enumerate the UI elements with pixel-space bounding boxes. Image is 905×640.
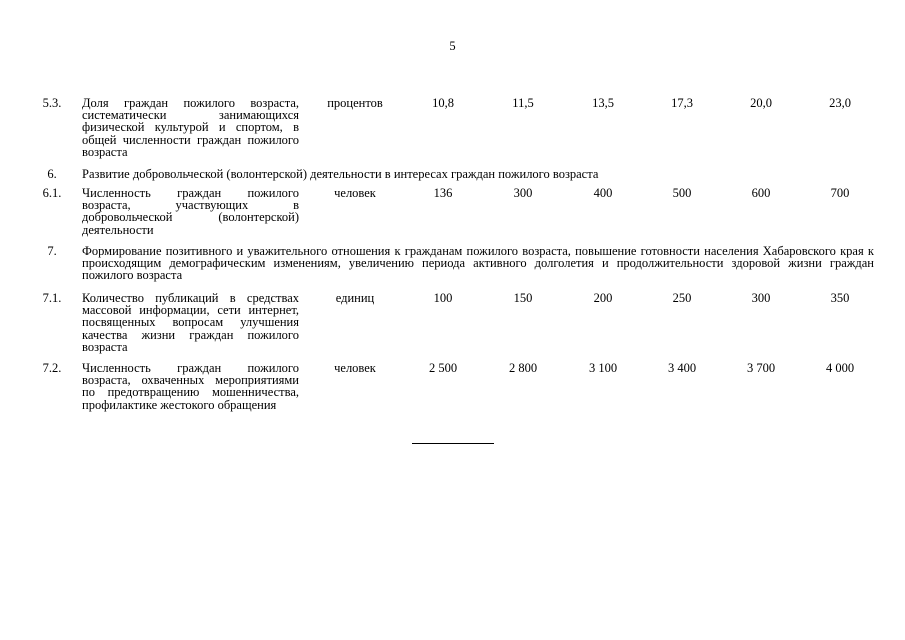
section-title: Формирование позитивного и уважительного отношения к гражданам пожилого возраста, повышение готовности населения Хабаровского края к происходящим демографическим изменениям, увеличению периода активного долголетия и продолжительности здоровой жизни граждан пожилого возраста xyxy=(82,244,874,283)
indicator-value: 20,0 xyxy=(750,96,772,110)
indicator-value: 200 xyxy=(593,291,613,305)
indicator-value: 13,5 xyxy=(592,96,614,110)
unit-of-measure: человек xyxy=(334,186,376,200)
indicator-value: 3 400 xyxy=(667,361,697,375)
row-number: 5.3. xyxy=(42,96,62,110)
indicator-description: Количество публикаций в средствах массовой информации, сети интернет, посвященных вопросам улучшения качества жизни граждан пожилого возраста xyxy=(82,291,299,354)
indicator-value: 350 xyxy=(830,291,850,305)
section-number: 7. xyxy=(47,244,57,258)
section-title: Развитие добровольческой (волонтерской) деятельности в интересах граждан пожилого возраста xyxy=(82,167,599,181)
indicator-value: 23,0 xyxy=(829,96,851,110)
indicator-value: 300 xyxy=(513,186,533,200)
section-number: 6. xyxy=(47,167,57,181)
indicator-value: 250 xyxy=(672,291,692,305)
unit-of-measure: процентов xyxy=(327,96,383,110)
indicator-value: 2 800 xyxy=(508,361,538,375)
indicator-description: Численность граждан пожилого возраста, участвующих в добровольческой (волонтерской) деятельности xyxy=(82,186,299,237)
unit-of-measure: человек xyxy=(334,361,376,375)
indicator-value: 400 xyxy=(593,186,613,200)
indicator-value: 300 xyxy=(751,291,771,305)
row-number: 7.1. xyxy=(42,291,62,305)
indicator-value: 3 700 xyxy=(746,361,776,375)
indicator-value: 700 xyxy=(830,186,850,200)
indicator-value: 500 xyxy=(672,186,692,200)
indicator-value: 11,5 xyxy=(512,96,534,110)
page-number: 5 xyxy=(449,39,456,53)
indicator-value: 4 000 xyxy=(825,361,855,375)
end-of-table-rule xyxy=(412,443,494,444)
indicator-value: 600 xyxy=(751,186,771,200)
indicator-value: 10,8 xyxy=(432,96,454,110)
indicator-value: 100 xyxy=(433,291,453,305)
indicator-value: 150 xyxy=(513,291,533,305)
row-number: 6.1. xyxy=(42,186,62,200)
indicator-value: 136 xyxy=(433,186,453,200)
indicator-description: Доля граждан пожилого возраста, систематически занимающихся физической культурой и спортом, в общей численности граждан пожилого возраста xyxy=(82,96,299,159)
indicator-description: Численность граждан пожилого возраста, охваченных мероприятиями по предотвращению мошенничества, профилактике жестокого обращения xyxy=(82,361,299,412)
indicator-value: 17,3 xyxy=(671,96,693,110)
unit-of-measure: единиц xyxy=(335,291,375,305)
indicator-value: 2 500 xyxy=(428,361,458,375)
row-number: 7.2. xyxy=(42,361,62,375)
indicator-value: 3 100 xyxy=(588,361,618,375)
